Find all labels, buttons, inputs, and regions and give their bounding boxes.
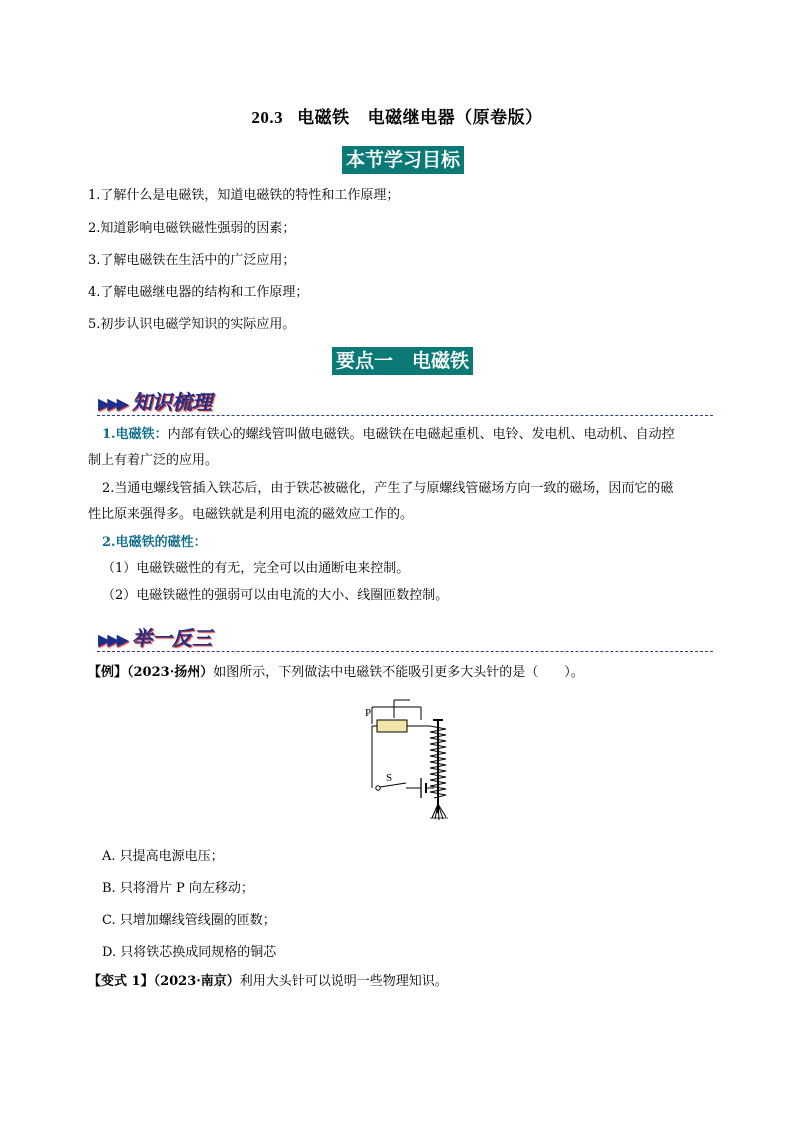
para-1-label: 1.电磁铁： [102,427,168,442]
knowledge-heading [98,386,212,415]
switch [380,783,406,787]
goal-item-2: 2.知道影响电磁铁磁性强弱的因素； [88,221,296,236]
label-p: P [365,707,372,719]
option-b: B. 只将滑片 P 向左移动； [102,881,254,896]
variant-question [88,972,448,992]
para-2: 2.当通电螺线管插入铁芯后，由于铁芯被磁化，产生了与原螺线管磁场方向一致的磁场，因而它的磁 [102,481,674,496]
option-a: A. 只提高电源电压； [102,849,224,864]
divider [97,651,713,652]
example-tag: 【例】 [88,665,128,680]
section-banner: 要点一 电磁铁 [332,347,473,375]
goals-banner: 本节学习目标 [342,146,464,174]
variant-source: （2023·南京） [153,974,240,989]
divider [97,415,713,416]
para-1-text: 内部有铁心的螺线管叫做电磁铁。电磁铁在电磁起重机、电铃、发电机、电动机、自动控 [167,427,675,442]
goal-item-1: 1.了解什么是电磁铁，知道电磁铁的特性和工作原理； [88,188,400,203]
option-c: C. 只增加螺线管线圈的匝数； [102,913,276,928]
para-3-label: 2.电磁铁的磁性： [102,535,207,550]
practice-heading [98,622,212,651]
title-part2: 电磁继电器（原卷版） [367,108,543,128]
variant-tag: 【变式 1】 [88,974,154,989]
label-s: S [386,772,393,784]
para-3-item-2: （2）电磁铁磁性的强弱可以由电流的大小、线圈匝数控制。 [102,588,449,603]
variant-text: 利用大头针可以说明一些物理知识。 [239,974,448,989]
example-question [88,663,584,683]
switch-contact [376,786,380,790]
example-source: （2023·扬州） [127,665,214,680]
option-d: D. 只将铁芯换成同规格的铜芯 [102,945,277,960]
rheostat [377,720,407,732]
page-title [0,103,794,128]
triple-arrow-icon: ▶▶▶ [98,394,126,413]
goal-item-3: 3.了解电磁铁在生活中的广泛应用； [88,253,296,268]
practice-label: 举一反三 [131,626,212,650]
knowledge-label: 知识梳理 [131,390,212,414]
para-1-cont: 制上有着广泛的应用。 [88,453,219,468]
title-part1: 电磁铁 [297,108,350,128]
triple-arrow-icon: ▶▶▶ [98,630,126,649]
para-3-item-1: （1）电磁铁磁性的有无，完全可以由通断电来控制。 [102,561,410,576]
title-number: 20.3 [251,108,284,127]
circuit-diagram [366,700,462,830]
para-1 [102,425,675,445]
goal-item-4: 4.了解电磁继电器的结构和工作原理； [88,285,309,300]
para-2-cont: 性比原来强得多。电磁铁就是利用电流的磁效应工作的。 [88,507,414,522]
example-text: 如图所示，下列做法中电磁铁不能吸引更多大头针的是（ ）。 [213,665,584,680]
goal-item-5: 5.初步认识电磁学知识的实际应用。 [88,317,296,332]
